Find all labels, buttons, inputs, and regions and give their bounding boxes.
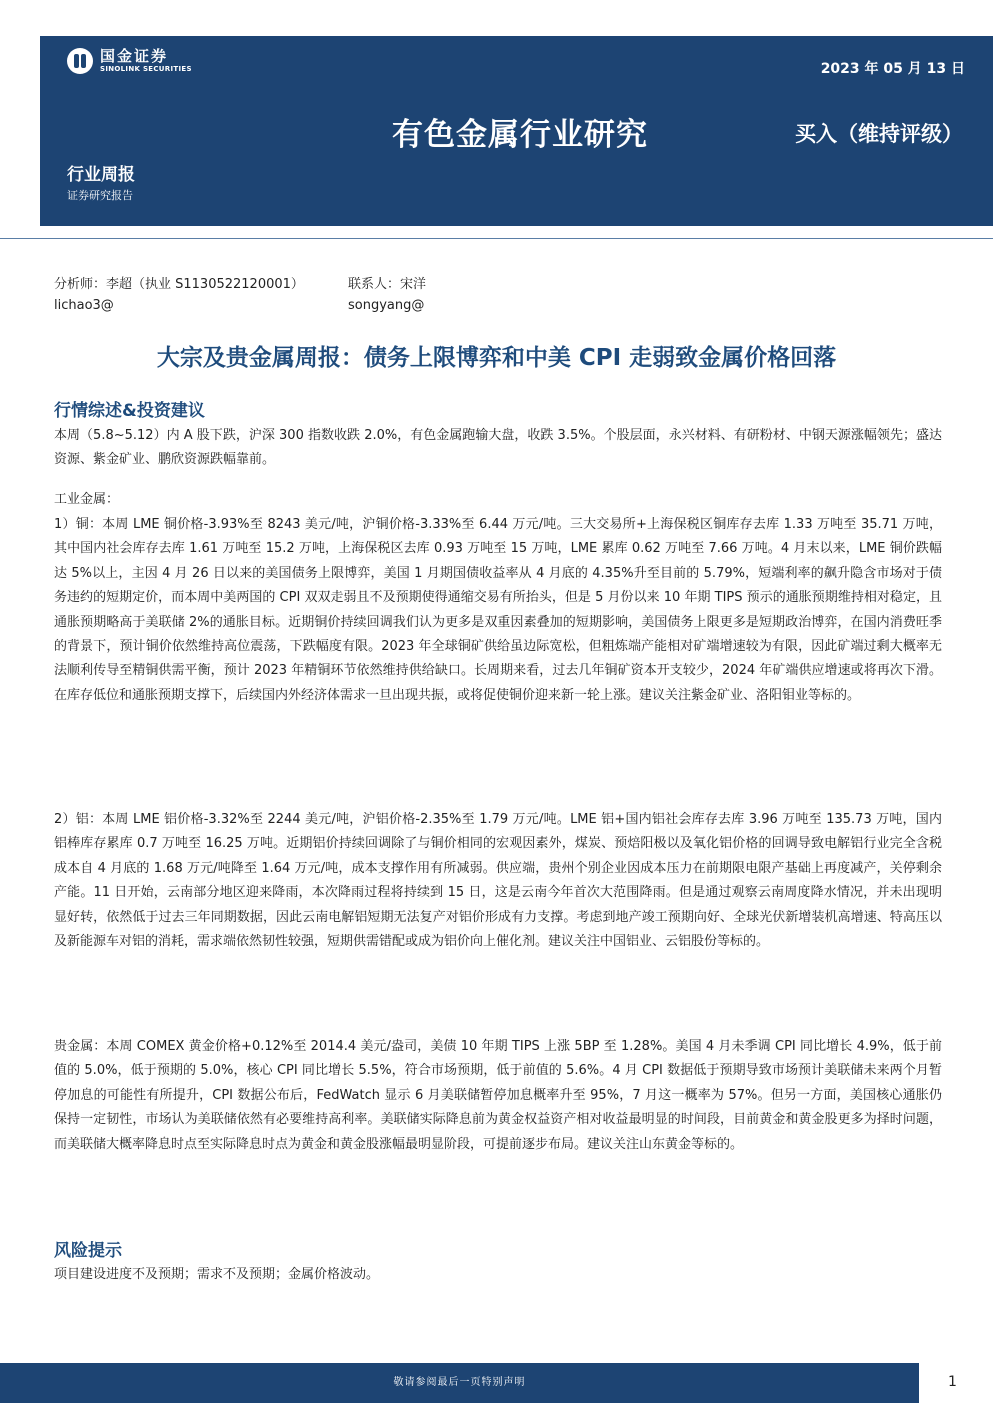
sector-title: 有色金属行业研究 <box>392 117 648 153</box>
industrial-metals-label: 工业金属： <box>54 492 120 507</box>
precious-metals-paragraph: 贵金属：本周 COMEX 黄金价格+0.12%至 2014.4 美元/盎司，美债 10 年期 TIPS 上涨 5BP 至 1.28%。美国 4 月未季调 CPI 同比增长 4.9%，低于前值的 5.0%，低于预期的 5.0%，核心 CPI 同比增长 5.5%，符合市场预期，低于前值的 5.6%。4 月 CPI 数据低于预期导致市场预计美联储未来两个月暂停加息的可能性有所提升，CPI 数据公布后，FedWatch 显示 6 月美联储暂停加息概率升至 95%，7 月这一概率为 57%。但另一方面，美国核心通胀仍保持一定韧性，市场认为美联储依然有必要维持高利率。美联储实际降息前为黄金权益资产相对收益最明显的时间段，目前黄金和黄金股更多为择时问题，而美联储大概率降息时点至实际降息时点为黄金和黄金股涨幅最明显阶段，可提前逐步布局。建议关注山东黄金等标的。 <box>54 1039 942 1152</box>
section-heading-risk: 风险提示 <box>54 1241 122 1261</box>
analyst-info <box>54 274 304 316</box>
contact-email: songyang@ <box>348 298 425 313</box>
report-subtype: 证券研究报告 <box>67 189 133 202</box>
analyst-name: 分析师：李超（执业 S1130522120001） <box>54 277 304 292</box>
header-divider <box>0 238 993 239</box>
overview-paragraph: 本周（5.8~5.12）内 A 股下跌，沪深 300 指数收跌 2.0%，有色金属跑输大盘，收跌 3.5%。个股层面，永兴材料、有研粉材、中钢天源涨幅领先；盛达资源、紫金矿业、鹏欣资源跌幅靠前。 <box>54 428 942 468</box>
risk-paragraph: 项目建设进度不及预期；需求不及预期；金属价格波动。 <box>54 1267 380 1282</box>
report-header <box>40 36 993 226</box>
analyst-email: lichao3@ <box>54 298 114 313</box>
report-title: 大宗及贵金属周报：债务上限博弈和中美 CPI 走弱致金属价格回落 <box>156 345 837 371</box>
aluminum-paragraph: 2）铝：本周 LME 铝价格-3.32%至 2244 美元/吨，沪铝价格-2.35%至 1.79 万元/吨。LME 铝+国内铝社会库存去库 3.96 万吨至 135.73 万吨，国内铝棒库存累库 0.7 万吨至 16.25 万吨。近期铝价持续回调除了与铜价相同的宏观因素外，煤炭、预焙阳极以及氧化铝价格的回调导致电解铝行业完全含税成本自 4 月底的 1.68 万元/吨降至 1.64 万元/吨，成本支撑作用有所减弱。供应端，贵州个别企业因成本压力在前期限电限产基础上再度减产，关停剩余产能。11 日开始，云南部分地区迎来降雨，本次降雨过程将持续到 15 日，这是云南今年首次大范围降雨。但是通过观察云南周度降水情况，并未出现明显好转，依然低于过去三年同期数据，因此云南电解铝短期无法复产对铝价形成有力支撑。考虑到地产竣工预期向好、全球光伏新增装机高增速、特高压以及新能源车对铝的消耗，需求端依然韧性较强，短期供需错配或成为铝价向上催化剂。建议关注中国铝业、云铝股份等标的。 <box>54 812 942 950</box>
logo-name-en: SINOLINK SECURITIES <box>100 65 192 73</box>
contact-name: 联系人：宋洋 <box>348 277 427 292</box>
report-date: 2023 年 05 月 13 日 <box>820 61 965 77</box>
footer-disclaimer: 敬请参阅最后一页特别声明 <box>0 1363 919 1403</box>
company-logo <box>67 48 192 74</box>
report-type: 行业周报 <box>67 165 135 185</box>
investment-rating: 买入（维持评级） <box>795 122 963 146</box>
logo-mark-icon <box>67 48 93 74</box>
contact-info <box>348 274 426 316</box>
copper-paragraph: 1）铜：本周 LME 铜价格-3.93%至 8243 美元/吨，沪铜价格-3.33%至 6.44 万元/吨。三大交易所+上海保税区铜库存去库 1.33 万吨至 35.71 万吨，其中国内社会库存去库 1.61 万吨至 15.2 万吨，上海保税区去库 0.93 万吨至 15 万吨，LME 累库 0.62 万吨至 7.66 万吨。4 月末以来，LME 铜价跌幅达 5%以上，主因 4 月 26 日以来的美国债务上限博弈，美国 1 月期国债收益率从 4 月底的 4.35%升至目前的 5.79%，短端利率的飙升隐含市场对于债务违约的短期定价，而本周中美两国的 CPI 双双走弱且不及预期使得通缩交易有所抬头，但是 5 月份以来 10 年期 TIPS 预示的通胀预期维持相对稳定，且通胀预期略高于美联储 2%的通胀目标。近期铜价持续回调我们认为更多是双重因素叠加的短期影响，美国债务上限更多是短期政治博弈，在国内消费旺季的背景下，预计铜价依然维持高位震荡，下跌幅度有限。2023 年全球铜矿供给虽边际宽松，但粗炼端产能相对矿端增速较为有限，因此矿端过剩大概率无法顺利传导至精铜供需平衡，预计 2023 年精铜环节依然维持供给缺口。长周期来看，过去几年铜矿资本开支较少，2024 年矿端供应增速或将再次下滑。在库存低位和通胀预期支撑下，后续国内外经济体需求一旦出现共振，或将促使铜价迎来新一轮上涨。建议关注紫金矿业、洛阳钼业等标的。 <box>54 517 942 703</box>
logo-name-cn: 国金证券 <box>100 47 169 65</box>
page-number: 1 <box>948 1374 957 1390</box>
section-heading-overview: 行情综述&投资建议 <box>54 401 205 421</box>
